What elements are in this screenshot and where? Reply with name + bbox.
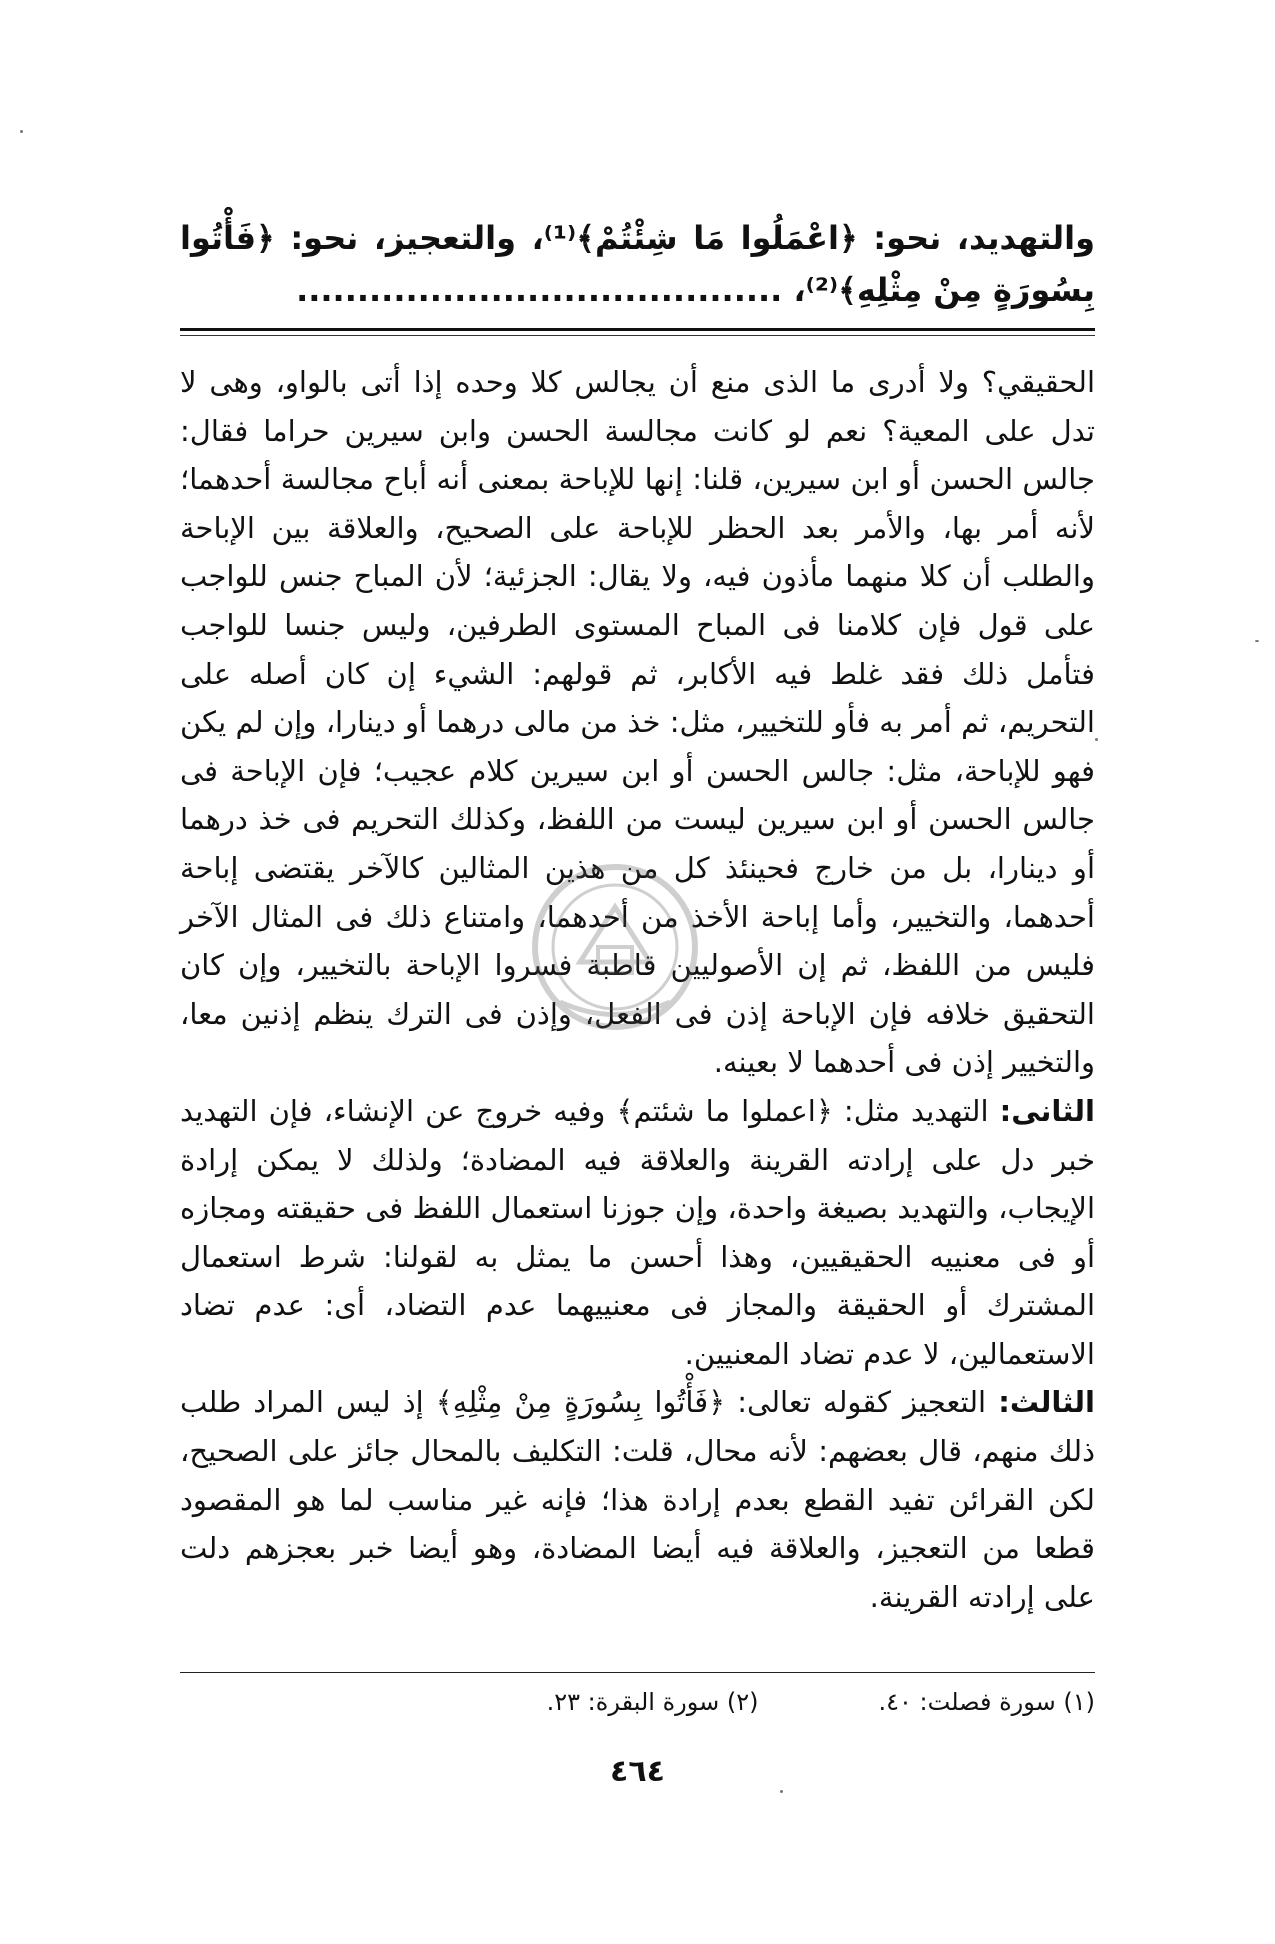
scan-speck xyxy=(1255,640,1259,642)
footnote-rule xyxy=(180,1672,1095,1673)
scan-speck xyxy=(1095,738,1098,741)
commentary-paragraph-1: الحقيقي؟ ولا أدرى ما الذى منع أن يجالس كلا وحده إذا أتى بالواو، وهى لا تدل على المعية؟ نعم لو كانت مجالسة الحسن وابن سيرين حراما فقال: جالس الحسن أو ابن سيرين، قلنا: إنها للإباحة بمعنى أنه أباح مجالسة أحدهما؛ لأنه أمر بها، والأمر بعد الحظر للإباحة على الصحيح، والعلاقة بين الإباحة والطلب أن كلا منهما مأذون فيه، ولا يقال: الجزئية؛ لأن المباح جنس للواجب على قول فإن كلامنا فى المباح المستوى الطرفين، وليس جنسا للواجب فتأمل ذلك فقد غلط فيه الأكابر، ثم قولهم: الشيء إن كان أصله على التحريم، ثم أمر به فأو للتخيير، مثل: خذ من مالى درهما أو دينارا، وإن لم يكن فهو للإباحة، مثل: جالس الحسن أو ابن سيرين كلام عجيب؛ فإن الإباحة فى جالس الحسن أو ابن سيرين ليست من اللفظ، وكذلك التحريم فى خذ درهما أو دينارا، بل من خارج فحينئذ كل من هذين المثالين كالآخر يقتضى إباحة أحدهما، والتخيير، وأما إباحة الأخذ من أحدهما، وامتناع ذلك فى المثال الآخر فليس من اللفظ، ثم إن الأصوليين قاطبة فسروا الإباحة بالتخيير، وإن كان التحقيق خلافه فإن الإباحة إذن فى الفعل، وإذن فى الترك ينظم إذنين معا، والتخيير إذن فى أحدهما لا بعينه. xyxy=(180,365,1095,1080)
main-text-dots: ........................................ xyxy=(296,271,783,309)
separator-rule-thin xyxy=(180,335,1095,336)
page-number: ٤٦٤ xyxy=(610,1754,665,1789)
footnotes xyxy=(180,1685,1095,1719)
scan-speck xyxy=(780,1790,783,1793)
commentary-paragraph-2 xyxy=(180,1087,1095,1379)
section-label-second: الثانى: xyxy=(999,1093,1095,1128)
commentary-paragraph-3 xyxy=(180,1378,1095,1621)
commentary-paragraph-3-text: التعجيز كقوله تعالى: ﴿فَأْتُوا بِسُورَةٍ مِنْ مِثْلِهِ﴾ إذ ليس المراد طلب ذلك منهم، قال بعضهم: لأنه محال، قلت: التكليف بالمحال جائز على الصحيح، لكن القرائن تفيد القطع بعدم إرادة هذا؛ فإنه غير مناسب لما هو المقصود قطعا من التعجيز، والعلاقة فيه أيضا المضادة، وهو أيضا خبر بعجزهم دلت على إرادته القرينة. xyxy=(180,1385,1095,1614)
footnote-1: (١) سورة فصلت: ٤٠. xyxy=(878,1688,1095,1716)
scan-speck xyxy=(20,130,23,133)
section-label-third: الثالث: xyxy=(998,1385,1095,1420)
main-text-content: والتهديد، نحو: ﴿اعْمَلُوا مَا شِئْتُمْ﴾⁽¹⁾، والتعجيز، نحو: ﴿فَأْتُوا بِسُورَةٍ مِنْ مِثْلِهِ﴾⁽²⁾، xyxy=(180,219,1096,309)
main-text xyxy=(180,212,1095,316)
footnote-2: (٢) سورة البقرة: ٢٣. xyxy=(546,1688,759,1716)
commentary-paragraph-2-text: التهديد مثل: ﴿اعملوا ما شئتم﴾ وفيه خروج عن الإنشاء، فإن التهديد خبر دل على إرادته القرينة والعلاقة فيه المضادة؛ ولذلك لا يمكن إرادة الإيجاب، والتهديد بصيغة واحدة، وإن جوزنا استعمال اللفظ فى حقيقته ومجازه أو فى معنييه الحقيقيين، وهذا أحسن ما يمثل به لقولنا: شرط استعمال المشترك أو الحقيقة والمجاز فى معنييهما عدم التضاد، أى: عدم تضاد الاستعمالين، لا عدم تضاد المعنيين. xyxy=(180,1093,1095,1371)
separator-rule xyxy=(180,328,1095,331)
main-text-line xyxy=(180,212,1095,316)
commentary-text xyxy=(180,358,1095,1621)
